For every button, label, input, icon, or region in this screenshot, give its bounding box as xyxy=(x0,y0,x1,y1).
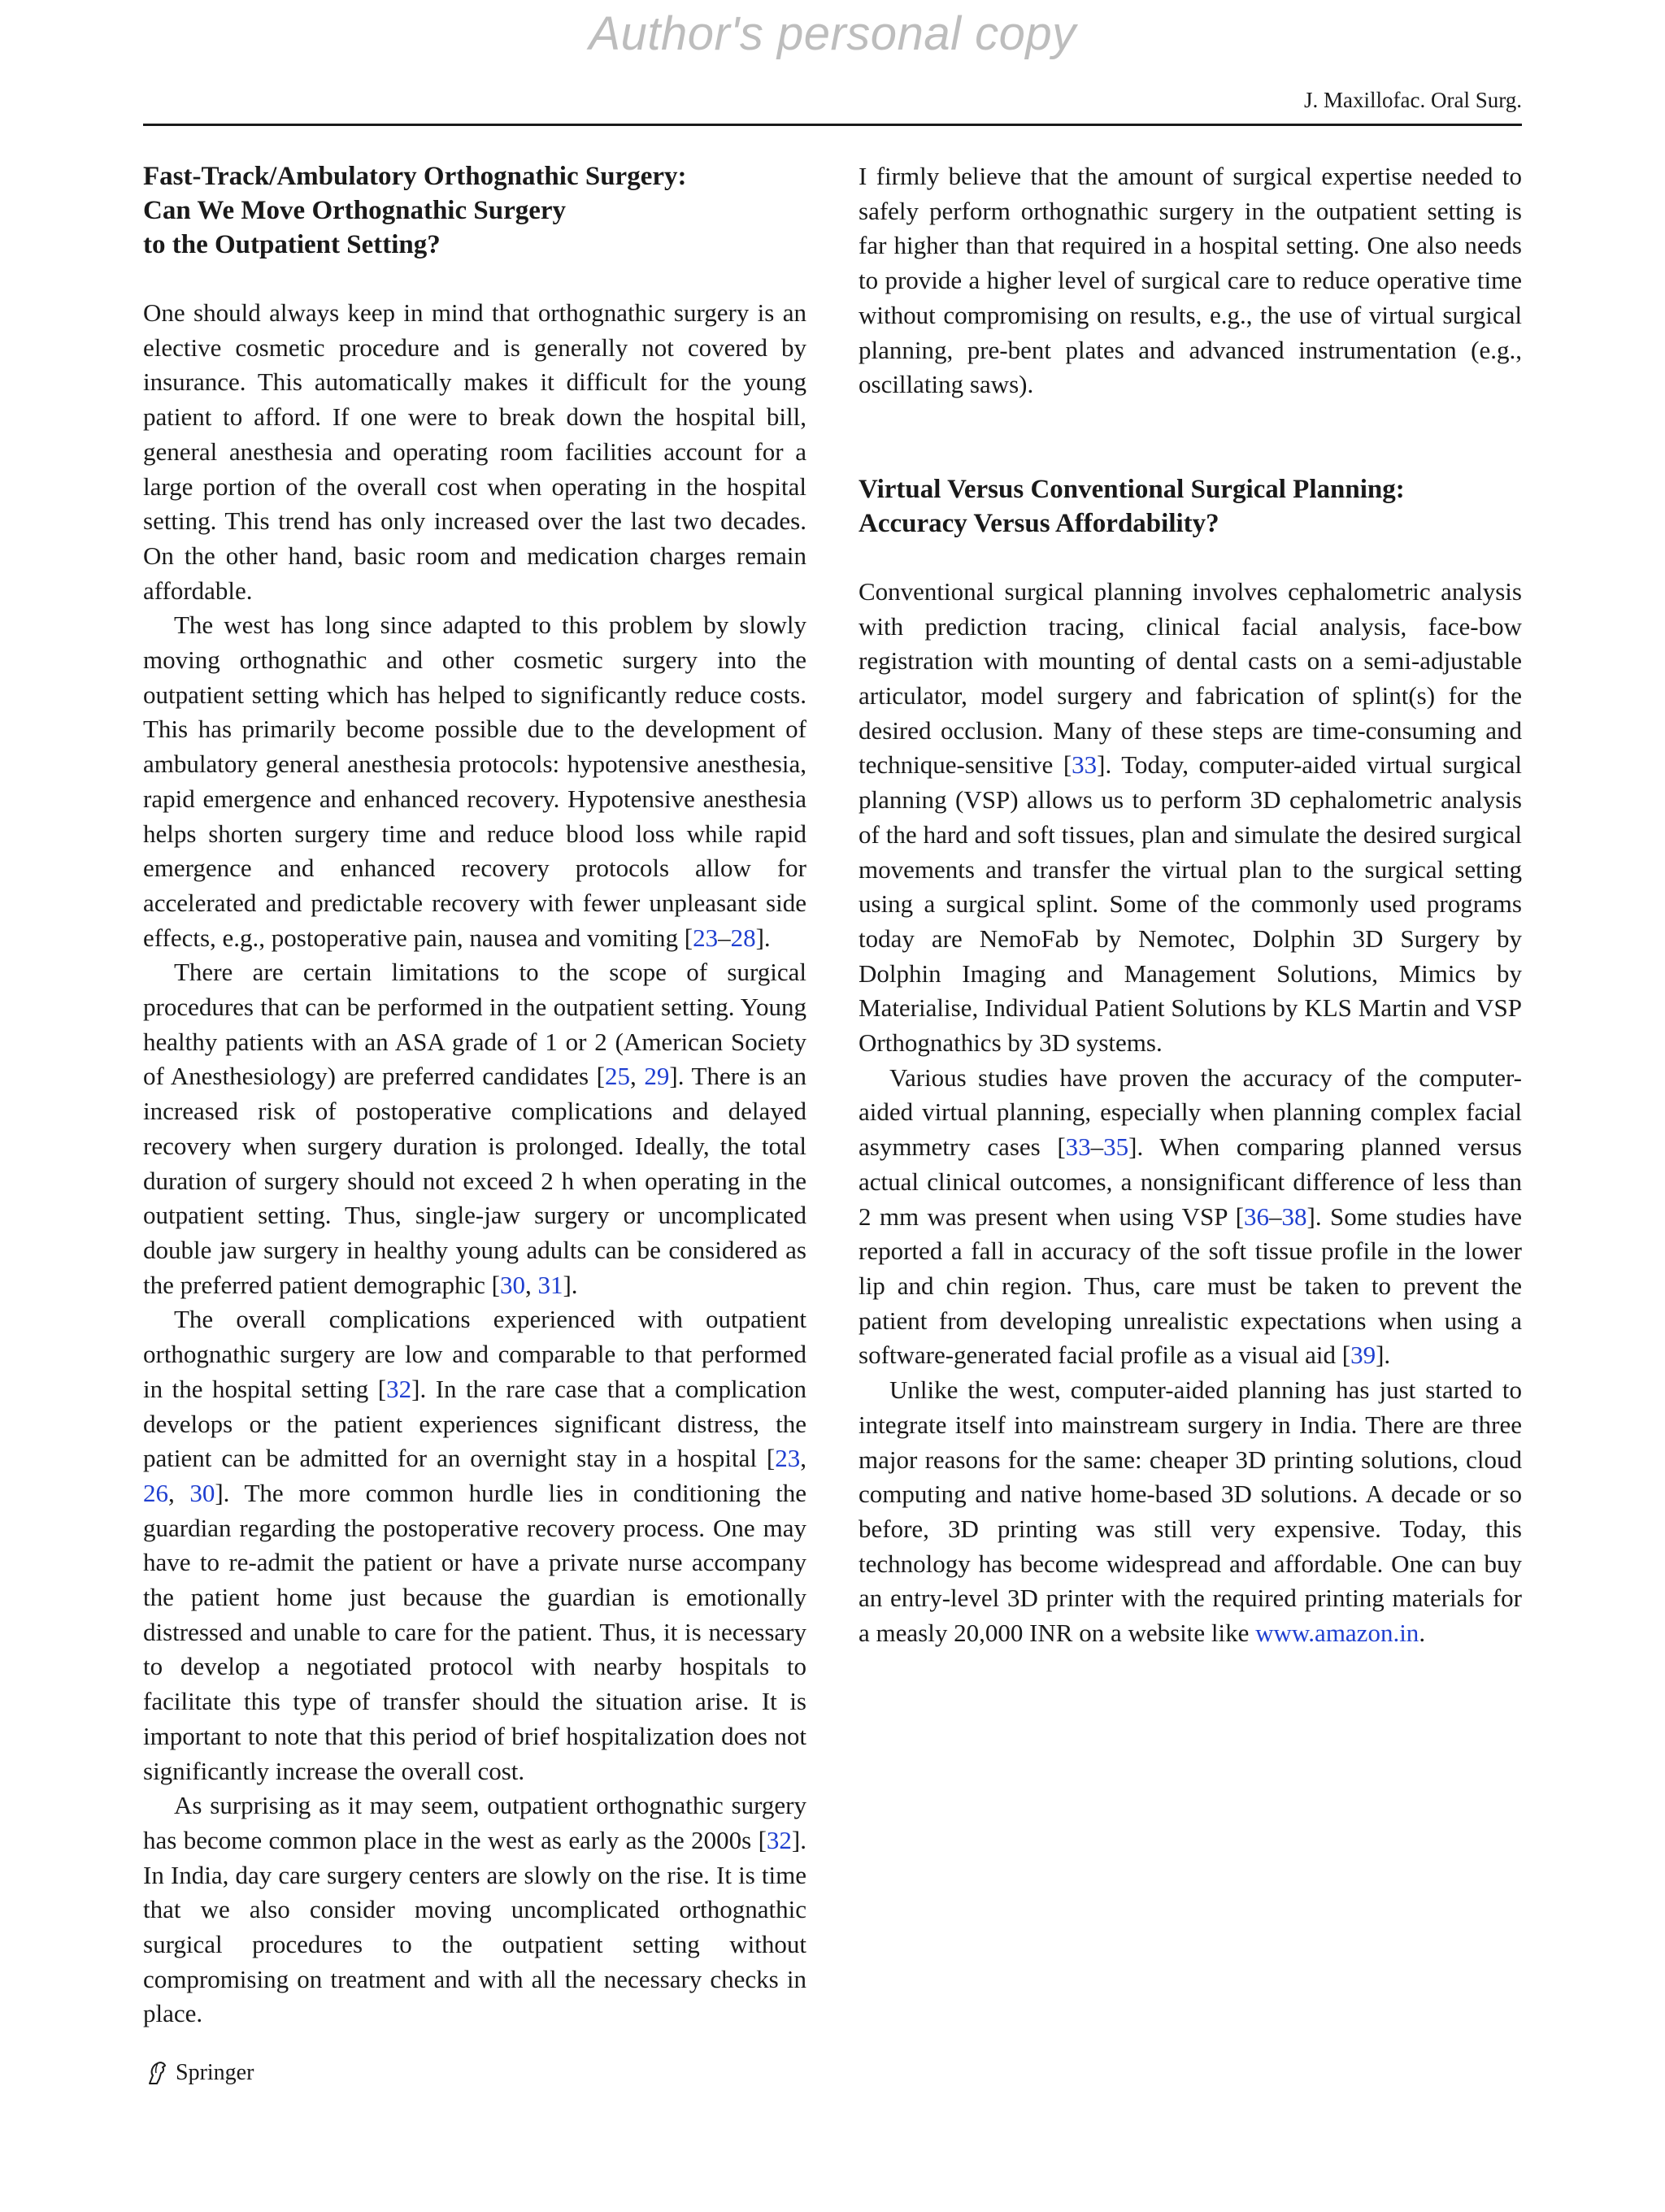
section1-paragraph-4 xyxy=(143,1302,806,1788)
section1-title-line: to the Outpatient Setting? xyxy=(143,230,441,259)
section1-paragraph-6: I firmly believe that the amount of surgical expertise needed to safely perform orthognathic surgery in the outpatient setting is far higher than that required in a hospital setting. One also needs to provide a higher level of surgical care to reduce operative time without compromising on results, e.g., the use of virtual surgical planning, pre-bent plates and advanced instrumentation (e.g., oscillating saws). xyxy=(859,162,1522,399)
citation-link[interactable]: 29 xyxy=(644,1062,670,1091)
citation-link[interactable]: 30 xyxy=(189,1478,215,1507)
paragraph-text: . xyxy=(1419,1619,1426,1648)
citation-separator: , xyxy=(800,1444,806,1473)
section2-paragraph-3 xyxy=(859,1373,1522,1651)
citation-link[interactable]: 39 xyxy=(1350,1341,1376,1370)
paragraph-text: ]. xyxy=(563,1270,578,1299)
citation-link[interactable]: 32 xyxy=(386,1374,412,1403)
section1-paragraph-1: One should always keep in mind that orthognathic surgery is an elective cosmetic procedure and is generally not covered by insurance. This automatically makes it difficult for the young patient to afford. If one were to break down the hospital bill, general anesthesia and operating room facilities account for a large portion of the overall cost when operating in the hospital setting. This trend has only increased over the last two decades. On the other hand, basic room and medication charges remain affordable. xyxy=(143,298,806,605)
citation-link[interactable]: 25 xyxy=(605,1062,631,1091)
section2-paragraph-2 xyxy=(859,1061,1522,1373)
section1-paragraph-3 xyxy=(143,955,806,1302)
right-column xyxy=(859,159,1522,1651)
section2-title xyxy=(859,472,1522,541)
left-column xyxy=(143,159,806,2032)
citation-link[interactable]: 32 xyxy=(766,1825,792,1854)
citation-link[interactable]: 36 xyxy=(1244,1202,1269,1231)
header-rule xyxy=(143,124,1522,126)
paragraph-text: The west has long since adapted to this problem by slowly moving orthognathic and other cosmetic surgery into the outpatient setting which has helped to significantly reduce costs. This has primarily become possible due to the development of ambulatory general anesthesia protocols: hypotensive anesthesia, rapid emergence and enhanced recovery. Hypotensive anesthesia helps shorten surgery time and reduce blood loss while rapid emergence and enhanced recovery protocols allow for accelerated and predictable recovery with fewer unpleasant side effects, e.g., postoperative pain, nausea and vomiting [ xyxy=(143,611,806,952)
section1-paragraph-5 xyxy=(143,1788,806,2032)
citation-link[interactable]: 30 xyxy=(499,1270,525,1299)
paragraph-text: The overall complications experienced with outpatient orthognathic surgery are low and comparable to that performed in the hospital setting [ xyxy=(143,1305,806,1403)
publisher-name: Springer xyxy=(176,2060,254,2085)
paragraph-text: ]. In India, day care surgery centers are slowly on the rise. It is time that we also consider moving uncomplicated orthognathic surgical procedures to the outpatient setting without compromising on treatment and with all the necessary checks in place. xyxy=(143,1825,806,2028)
citation-separator: , xyxy=(168,1478,190,1507)
citation-link[interactable]: 23 xyxy=(693,923,719,952)
paragraph-text: Various studies have proven the accuracy of the computer-aided virtual planning, especially when planning complex facial asymmetry cases [ xyxy=(859,1063,1522,1162)
citation-link[interactable]: 33 xyxy=(1065,1132,1091,1162)
citation-link[interactable]: 28 xyxy=(730,923,756,952)
citation-separator: – xyxy=(1090,1132,1104,1162)
paragraph-text: ]. There is an increased risk of postoperative complications and delayed recovery when surgery duration is prolonged. Ideally, the total duration of surgery should not exceed 2 h when operating in the outpatient setting. Thus, single-jaw surgery or uncomplicated double jaw surgery in healthy young adults can be considered as the preferred patient demographic [ xyxy=(143,1062,807,1299)
section1-title-line: Can We Move Orthognathic Surgery xyxy=(143,196,567,225)
paragraph-text: Unlike the west, computer-aided planning has just started to integrate itself into mainstream surgery in India. There are three major reasons for the same: cheaper 3D printing solutions, cloud computing and native home-based 3D solutions. A decade or so before, 3D printing was still very expensive. Today, this technology has become widespread and affordable. One can buy an entry-level 3D printer with the required printing materials for a measly 20,000 INR on a website like xyxy=(859,1375,1522,1648)
paragraph-text: ]. In the rare case that a complication develops or the patient experiences significant distress, the patient can be admitted for an overnight stay in a hospital [ xyxy=(143,1374,806,1473)
paragraph-text: ]. Today, computer-aided virtual surgical planning (VSP) allows us to perform 3D cephalometric analysis of the hard and soft tissues, plan and simulate the desired surgical movements and transfer the virtual plan to the surgical setting using a surgical splint. Some of the commonly used programs today are NemoFab by Nemotec, Dolphin 3D Surgery by Dolphin Imaging and Management Solutions, Mimics by Materialise, Individual Patient Solutions by KLS Martin and VSP Orthognathics by 3D systems. xyxy=(859,750,1522,1058)
paragraph-text: ]. The more common hurdle lies in conditioning the guardian regarding the postoperative recovery process. One may have to re-admit the patient or have a private nurse accompany the patient home just because the guardian is emotionally distressed and unable to care for the patient. Thus, it is necessary to develop a negotiated protocol with nearby hospitals to facilitate this type of transfer should the situation arise. It is important to note that this period of brief hospitalization does not significantly increase the overall cost. xyxy=(143,1478,807,1785)
paragraph-text: ]. When comparing planned versus actual clinical outcomes, a nonsignificant difference of less than 2 mm was present when using VSP [ xyxy=(859,1132,1522,1231)
citation-link[interactable]: 38 xyxy=(1281,1202,1307,1231)
paragraph-text: ]. xyxy=(755,923,771,952)
section2-title-line: Accuracy Versus Affordability? xyxy=(859,508,1219,538)
amazon-link[interactable]: www.amazon.in xyxy=(1255,1619,1419,1648)
paragraph-text: ]. Some studies have reported a fall in accuracy of the soft tissue profile in the lower lip and chin region. Thus, care must be taken to prevent the patient from developing unrealistic expectations when using a software-generated facial profile as a visual aid [ xyxy=(859,1202,1522,1370)
footer xyxy=(143,2059,254,2087)
section2-title-line: Virtual Versus Conventional Surgical Planning: xyxy=(859,474,1405,504)
springer-horse-icon xyxy=(143,2059,171,2087)
citation-link[interactable]: 31 xyxy=(537,1270,563,1299)
citation-link[interactable]: 33 xyxy=(1072,750,1098,780)
citation-separator: , xyxy=(524,1270,538,1299)
citation-link[interactable]: 35 xyxy=(1103,1132,1129,1162)
section1-title-line: Fast-Track/Ambulatory Orthognathic Surgery: xyxy=(143,162,687,191)
citation-separator: – xyxy=(718,923,731,952)
section1-title xyxy=(143,159,806,262)
section2-paragraph-1 xyxy=(859,575,1522,1061)
paragraph-text: Conventional surgical planning involves cephalometric analysis with prediction tracing, clinical facial analysis, face-bow registration with mounting of dental casts on a semi-adjustable articulator, model surgery and fabrication of splint(s) for the desired occlusion. Many of these steps are time-consuming and technique-sensitive [ xyxy=(859,576,1522,780)
citation-link[interactable]: 23 xyxy=(775,1444,801,1473)
running-head: J. Maxillofac. Oral Surg. xyxy=(1304,88,1522,112)
paragraph-text: There are certain limitations to the scope of surgical procedures that can be performed in the outpatient setting. Young healthy patients with an ASA grade of 1 or 2 (American Society of Anesthesiology) are preferred candidates [ xyxy=(143,958,806,1091)
watermark: Author's personal copy xyxy=(589,7,1076,60)
paragraph-text: ]. xyxy=(1376,1341,1391,1370)
paragraph-text: As surprising as it may seem, outpatient orthognathic surgery has become common place in the west as early as the 2000s [ xyxy=(143,1791,806,1854)
section1-paragraph-2 xyxy=(143,608,806,955)
citation-link[interactable]: 26 xyxy=(143,1478,168,1507)
citation-separator: – xyxy=(1269,1202,1282,1231)
citation-separator: , xyxy=(630,1062,645,1091)
